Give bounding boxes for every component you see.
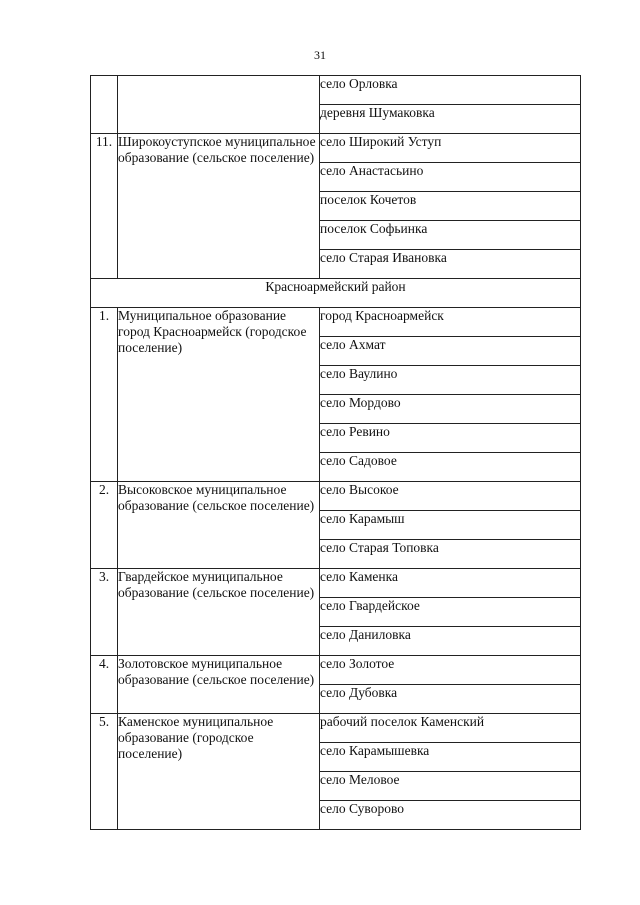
table-row	[91, 714, 581, 743]
municipality-name: Широкоуступское муниципальное образование (сельское поселение)	[118, 134, 320, 279]
municipality-name: Высоковское муниципальное образование (сельское поселение)	[118, 482, 320, 569]
municipality-name	[118, 76, 320, 134]
row-number: 11.	[91, 134, 118, 279]
row-number: 3.	[91, 569, 118, 656]
district-row	[91, 279, 581, 308]
settlement-cell: село Меловое	[320, 772, 581, 801]
table-row	[91, 656, 581, 685]
district-heading: Красноармейский район	[91, 279, 581, 308]
settlement-cell: село Мордово	[320, 395, 581, 424]
municipality-name: Гвардейское муниципальное образование (сельское поселение)	[118, 569, 320, 656]
table-row	[91, 308, 581, 337]
settlement-cell: село Широкий Уступ	[320, 134, 581, 163]
settlement-cell: город Красноармейск	[320, 308, 581, 337]
page-number: 31	[314, 48, 326, 62]
settlement-cell: село Карамышевка	[320, 743, 581, 772]
settlement-cell: село Высокое	[320, 482, 581, 511]
municipality-name: Золотовское муниципальное образование (сельское поселение)	[118, 656, 320, 714]
table-body	[91, 76, 581, 830]
settlement-cell: село Даниловка	[320, 627, 581, 656]
settlement-cell: село Золотое	[320, 656, 581, 685]
settlement-cell: поселок Софьинка	[320, 221, 581, 250]
row-number: 5.	[91, 714, 118, 830]
settlement-cell: деревня Шумаковка	[320, 105, 581, 134]
settlement-cell: село Анастасьино	[320, 163, 581, 192]
settlement-cell: село Ахмат	[320, 337, 581, 366]
settlement-cell: село Каменка	[320, 569, 581, 598]
settlement-cell: село Ваулино	[320, 366, 581, 395]
table-row	[91, 134, 581, 163]
table-row	[91, 482, 581, 511]
settlement-cell: рабочий поселок Каменский	[320, 714, 581, 743]
settlement-cell: село Гвардейское	[320, 598, 581, 627]
municipality-name: Каменское муниципальное образование (городское поселение)	[118, 714, 320, 830]
settlement-cell: село Ревино	[320, 424, 581, 453]
settlement-cell: село Садовое	[320, 453, 581, 482]
settlement-cell: село Старая Топовка	[320, 540, 581, 569]
row-number: 4.	[91, 656, 118, 714]
settlement-cell: село Орловка	[320, 76, 581, 105]
settlement-cell: село Старая Ивановка	[320, 250, 581, 279]
row-number: 2.	[91, 482, 118, 569]
municipality-name: Муниципальное образование город Красноармейск (городское поселение)	[118, 308, 320, 482]
settlement-cell: село Суворово	[320, 801, 581, 830]
row-number: 1.	[91, 308, 118, 482]
row-number	[91, 76, 118, 134]
table-row	[91, 569, 581, 598]
settlement-cell: село Дубовка	[320, 685, 581, 714]
table-row	[91, 76, 581, 105]
settlement-cell: село Карамыш	[320, 511, 581, 540]
settlements-table	[90, 75, 581, 830]
settlement-cell: поселок Кочетов	[320, 192, 581, 221]
